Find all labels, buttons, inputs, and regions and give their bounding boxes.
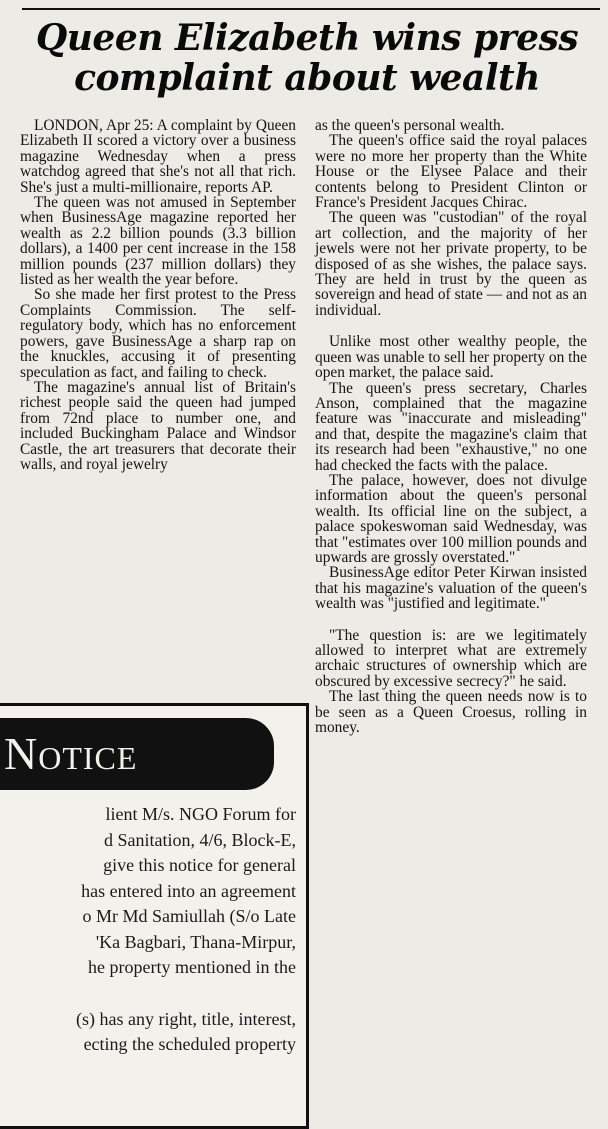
paragraph: So she made her first protest to the Press Complaints Commission. The self-regulatory body, which has no enforcement powers, gave BusinessAge a sharp rap on the knuckles, accusing it of presenting speculation as fact, and failing to check. <box>20 286 296 381</box>
article-column-right <box>315 118 587 735</box>
notice-advertisement <box>0 703 309 1129</box>
notice-line: give this notice for general <box>103 855 296 875</box>
article-column-left <box>20 118 296 472</box>
notice-line: 'Ka Bagbari, Thana-Mirpur, <box>95 931 296 952</box>
paragraph-continued: as the queen's personal wealth. <box>315 117 505 134</box>
notice-line: lient M/s. NGO Forum for <box>105 804 296 824</box>
notice-title: Notice <box>0 718 274 790</box>
notice-line: ecting the scheduled property <box>83 1034 296 1054</box>
paragraph: The queen was not amused in September when BusinessAge magazine reported her wealth as 2.2 billion pounds (3.3 billion dollars), a 1400 per cent increase in the 158 million pounds (237 million dollars) they listed as her wealth the year before. <box>20 194 296 289</box>
paragraph: The last thing the queen needs now is to be seen as a Queen Croesus, rolling in money. <box>315 688 587 737</box>
headline: Queen Elizabeth wins press complaint about wealth <box>35 17 579 99</box>
paragraph: Unlike most other wealthy people, the queen was unable to sell her property on the open market, the palace said. <box>315 333 587 382</box>
paragraph: The queen's office said the royal palaces were no more her property than the White House or the Elysee Palace and their contents belong to President Clinton or France's President Jacques Chirac. <box>315 132 587 212</box>
notice-body <box>0 802 296 1058</box>
paragraph: The palace, however, does not divulge information about the queen's personal wealth. Its official line on the subject, a palace spokeswoman said Wednesday, was that "estimates over 100 million pounds and upwards are grossly overstated." <box>315 471 587 566</box>
paragraph: "The question is: are we legitimately allowed to interpret what are extremely archaic structures of ownership which are obscured by excessive secrecy?" he said. <box>315 626 587 690</box>
top-rule <box>22 0 600 10</box>
paragraph-lead: LONDON, Apr 25: A complaint by Queen Elizabeth II scored a victory over a business magazine Wednesday when a press watchdog agreed that she's not all that rich. She's just a multi-millionaire, reports AP. <box>20 117 296 196</box>
paragraph: The queen was "custodian" of the royal art collection, and the majority of her jewels were not her private property, to be disposed of as she wishes, the palace says. They are held in trust by the queen as sovereign and head of state — and not as an individual. <box>315 209 587 319</box>
notice-line: (s) has any right, title, interest, <box>76 1008 296 1029</box>
paragraph: The queen's press secretary, Charles Anson, complained that the magazine feature was "inaccurate and misleading" and that, despite the magazine's claim that its research had been "exhaustive," no one had checked the facts with the palace. <box>315 379 587 474</box>
paragraph: BusinessAge editor Peter Kirwan insisted that his magazine's valuation of the queen's wealth was "justified and legitimate." <box>315 564 587 613</box>
notice-line: d Sanitation, 4/6, Block-E, <box>104 829 296 850</box>
paragraph: The magazine's annual list of Britain's richest people said the queen had jumped from 72nd place to number one, and included Buckingham Palace and Windsor Castle, the art treasurers that decorate their walls, and royal jewelry <box>20 378 296 473</box>
notice-line: has entered into an agreement <box>81 880 296 901</box>
notice-line: o Mr Md Samiullah (S/o Late <box>82 906 296 926</box>
notice-line: he property mentioned in the <box>88 957 296 977</box>
